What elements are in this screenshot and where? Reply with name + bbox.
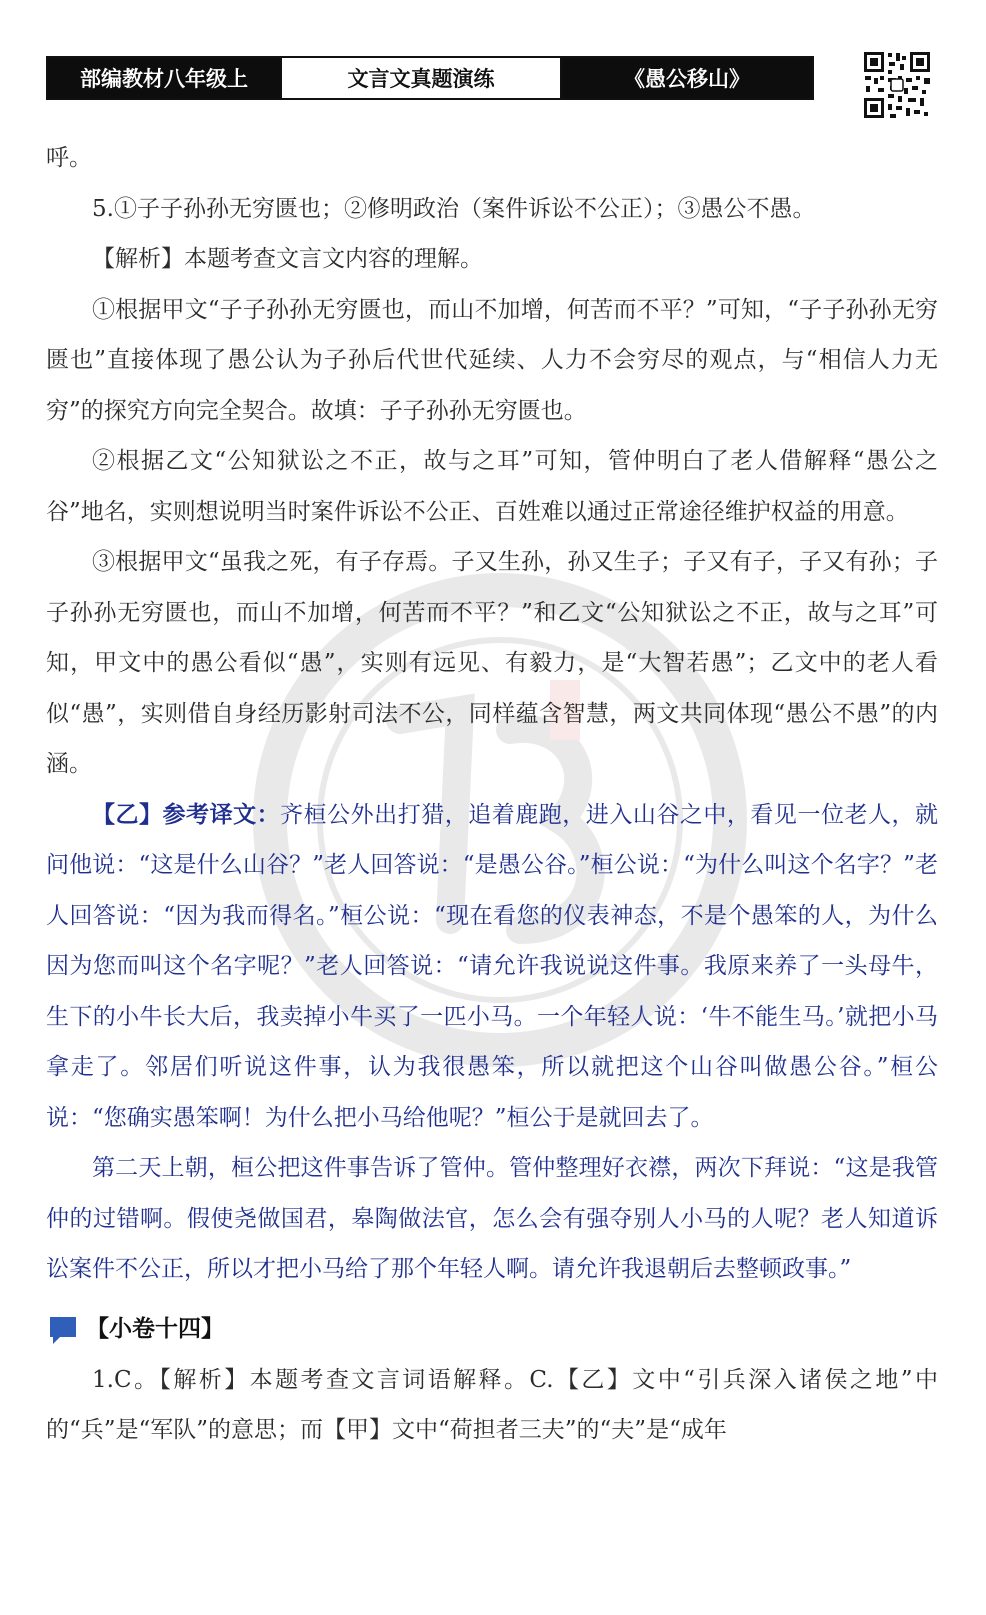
analysis-point-2: ②根据乙文“公知狱讼之不正，故与之耳”可知，管仲明白了老人借解释“愚公之谷”地名，实则想说明当时案件诉讼不公正、百姓难以通过正常途径维护权益的用意。	[46, 448, 938, 525]
section-title: 【小卷十四】	[86, 1315, 224, 1343]
header-grade: 部编教材八年级上	[48, 58, 280, 98]
analysis-point-3: ③根据甲文“虽我之死，有子存焉。子又生孙，孙又生子；子又有子，子又有孙；子子孙孙无穷匮也，而山不加增，何苦而不平？”和乙文“公知狱讼之不正，故与之耳”可知，甲文中的愚公看似“愚”，实则有远见、有毅力，是“大智若愚”；乙文中的老人看似“愚”，实则借自身经历影射司法不公，同样蕴含智慧，两文共同体现“愚公不愚”的内涵。	[46, 549, 938, 777]
translation-label: 【乙】参考译文：	[92, 800, 281, 828]
translation-paragraph-2: 第二天上朝，桓公把这件事告诉了管仲。管仲整理好衣襟，两次下拜说：“这是我管仲的过错啊。假使尧做国君，皋陶做法官，怎么会有强夺别人小马的人呢？老人知道诉讼案件不公正，所以才把小马给了那个年轻人啊。请允许我退朝后去整顿政事。”	[46, 1155, 938, 1282]
answer-continuation: 呼。	[46, 145, 92, 171]
answer-5: 5.①子子孙孙无穷匮也；②修明政治（案件诉讼不公正）；③愚公不愚。	[92, 195, 816, 222]
analysis-point-1: ①根据甲文“子子孙孙无穷匮也，而山不加增，何苦而不平？”可知，“子子孙孙无穷匮也”直接体现了愚公认为子孙后代世代延续、人力不会穷尽的观点，与“相信人力无穷”的探究方向完全契合。故填：子子孙孙无穷匮也。	[46, 296, 938, 424]
page-header	[46, 56, 814, 100]
section-answer-1: 1.C。【解析】本题考查文言词语解释。C.【乙】文中“引兵深入诸侯之地”中的“兵”是“军队”的意思；而【甲】文中“荷担者三夫”的“夫”是“成年	[46, 1366, 938, 1443]
qr-code-icon	[862, 50, 932, 120]
speech-bubble-icon	[46, 1313, 80, 1347]
section-heading	[46, 1305, 938, 1355]
page-content	[46, 133, 938, 1456]
analysis-heading: 【解析】本题考查文言文内容的理解。	[92, 246, 483, 272]
translation-text-1: 齐桓公外出打猎，追着鹿跑，进入山谷之中，看见一位老人，就问他说：“这是什么山谷？”老人回答说：“是愚公谷。”桓公说：“为什么叫这个名字？”老人回答说：“因为我而得名。”桓公说：“现在看您的仪表神态，不是个愚笨的人，为什么因为您而叫这个名字呢？”老人回答说：“请允许我说说这件事。我原来养了一头母牛，生下的小牛长大后，我卖掉小牛买了一匹小马。一个年轻人说：‘牛不能生马。’就把小马拿走了。邻居们听说这件事，认为我很愚笨，所以就把这个山谷叫做愚公谷。”桓公说：“您确实愚笨啊！为什么把小马给他呢？”桓公于是就回去了。	[46, 801, 939, 1131]
header-topic: 文言文真题演练	[280, 58, 562, 98]
header-lesson: 《愚公移山》	[562, 58, 812, 98]
translation-paragraph-1	[46, 790, 938, 1144]
